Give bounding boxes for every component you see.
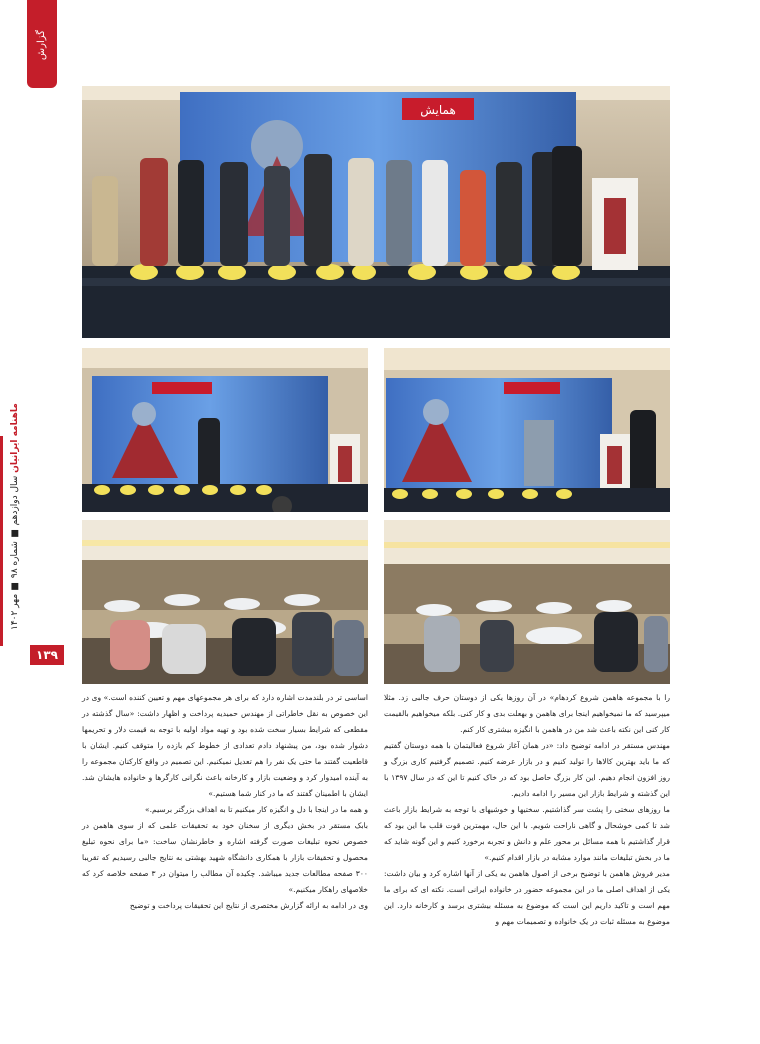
section-tab-label: گزارش — [36, 30, 47, 61]
issue-info: سال دوازدهم ■ شماره ۹۸ ■ مهر ۱۴۰۲ — [10, 475, 20, 630]
paragraph: وی در ادامه به ارائه گزارش مختصری از نتایج این تحقیقات پرداخت و توضیح — [129, 901, 368, 910]
magazine-side-label — [2, 403, 28, 630]
paragraph: ما روزهای سختی را پشت سر گذاشتیم. سختیها و خوشیهای با توجه به شرایط بازار باعث شد تا کمی خوشحال و گاهی ناراحت شویم. با این حال، مهمترین قوت قلب ما این بود که قرار گذاشتیم با همه مسائل بر محور علم و دانش و تجربه برخورد کنیم و این گونه شاید که ما در بخش تبلیغات مانند موارد مشابه در بازار اقدام کنیم.» — [384, 805, 670, 862]
stage-group-photo — [82, 86, 670, 338]
audience-photo-left — [82, 520, 368, 684]
paragraph: و همه ما در اینجا با دل و انگیزه کار میکنیم تا به اهداف بزرگتر برسیم.» — [145, 805, 368, 814]
magazine-name: ماهنامه ایرانیان — [10, 403, 20, 473]
page-number: ۱۳۹ — [30, 645, 64, 665]
audience-photo-right — [384, 520, 670, 684]
section-tab — [27, 0, 57, 88]
paragraph: اساسی تر در بلندمدت اشاره دارد که برای هر مجموعهای مهم و تعیین کننده است.» وی در این خصوص به نقل خاطراتی از مهندس حمیدیه پرداخت و اظهار داشت: «سال گذشته در مقطعی که شرایط بسیار سخت شده بود و تهیه مواد اولیه با توجه به قیمت دلار و تحریمها دشوار شده بود، من پیشنهاد دادم تعدادی از خطوط کم بازده را متوقف کنیم. ایشان با قاطعیت گفتند ما حتی یک نفر را هم تعدیل نمیکنیم. این تصمیم در واقع کارکنان مجموعه را به آینده امیدوار کرد و وضعیت بازار و کارخانه باعث نگرانی کارگرها و خانواده هایشان شد. ایشان با اطمینان گفتند که ما در کنار شما هستیم.» — [82, 693, 368, 798]
paragraph: را با مجموعه هاهمن شروع کردهام» در آن روزها یکی از دوستان حرف جالبی زد. مثلا میپرسید که ما نمیخواهیم اینجا برای هاهمن و بهعلت بدی و کار کنی. بلکه میخواهیم بالقیمت کار کنی این نکته باعث شد من در هاهمن با انگیزه بیشتری کار کنم. — [384, 693, 670, 734]
text-column-left — [82, 690, 368, 914]
speaker-photo-left — [82, 348, 368, 512]
banner-text: همایش — [420, 103, 456, 117]
paragraph: مهندس مستقر در ادامه توضیح داد: «در همان آغاز شروع فعالیتمان با همه دوستان گفتیم که ما باید بهترین کالاها را تولید کنیم و در بازار عرضه کنیم. تصمیم گرفتیم کاری بزرگ و روز افزون انجام دهیم. این کار بزرگ حاصل بود که در خاک کنیم تا این که در سال ۱۳۹۷ با این گذشته و شرایط بازار این مسیر را ادامه دادیم. — [384, 741, 670, 798]
text-column-right — [384, 690, 670, 930]
paragraph: مدیر فروش هاهمن با توضیح برخی از اصول هاهمن به یکی از آنها اشاره کرد و بیان داشت: یکی از اهداف اصلی ما در این مجموعه حضور در خانواده ایرانی است. نکته ای که برای ما مهم است و تاکید داریم این است که موضوع به مسئله بیشتری برسد و کارخانه دارد. این موضوع به مسئله ثبات در یک خانواده و تصمیمات مهم و — [384, 869, 670, 926]
paragraph: بابک مستقر در بخش دیگری از سخنان خود به تحقیقات علمی که از سوی هاهمن در خصوص نحوه تبلیغات صورت گرفته اشاره و خاطرنشان ساخت: «ما برای نحوه تبلیغ محصول و تحقیقات بازار با همکاری دانشگاه شهید بهشتی به نتایج جالبی رسیدیم که تقریبا ۳۰۰ صفحه مطالعات جدید میباشد. چکیده آن مطالب را میتوان در ۳ صفحه خلاصه کرد که خلاصهای راهکار میکنیم.» — [82, 821, 368, 894]
speaker-photo-right — [384, 348, 670, 512]
